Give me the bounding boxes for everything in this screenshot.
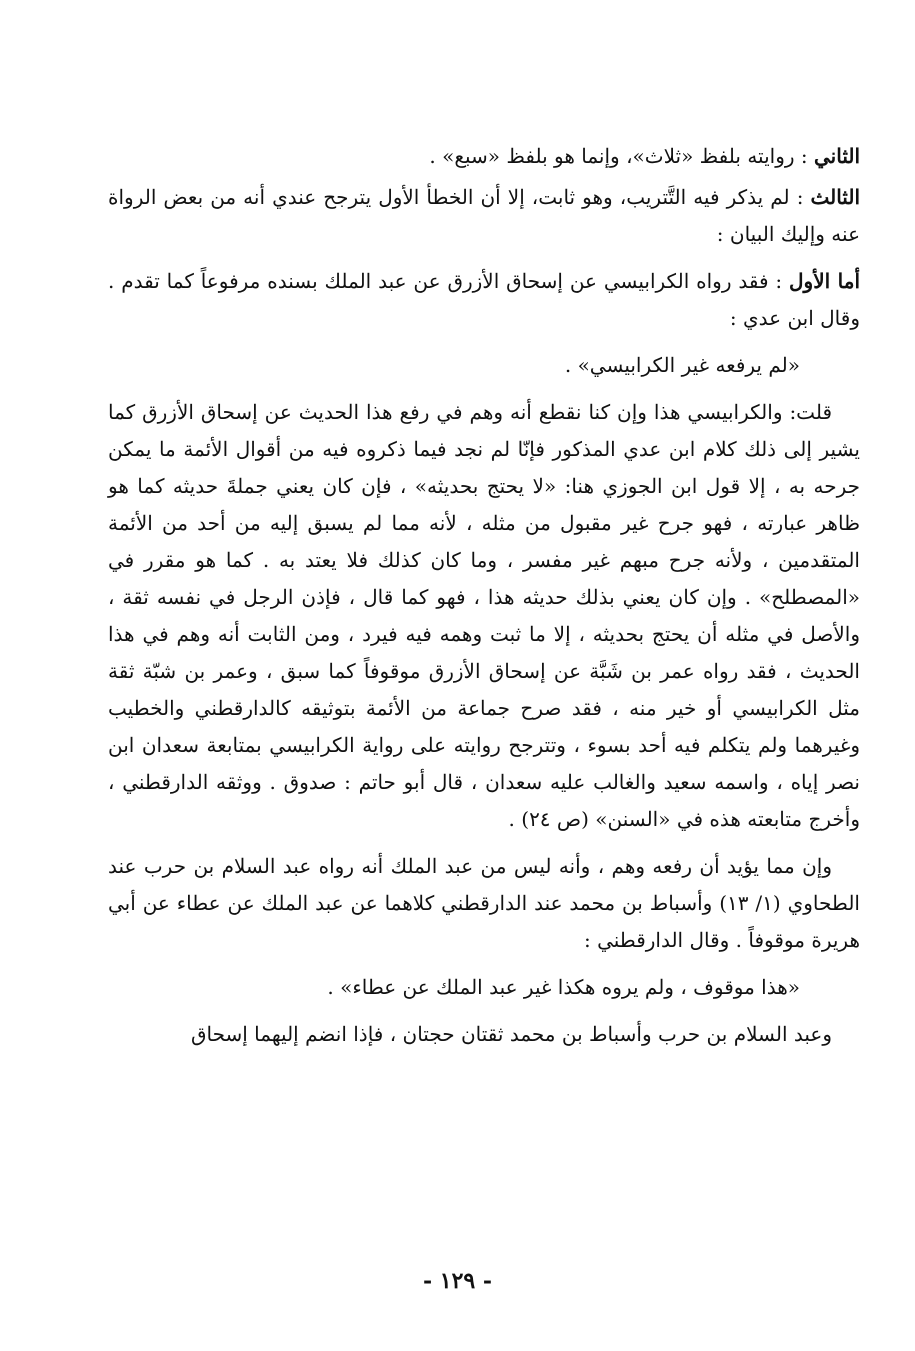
- paragraph-text: وإن مما يؤيد أن رفعه وهم ، وأنه ليس من عبد الملك أنه رواه عبد السلام بن حرب عند الطحاوي (١/ ١٣) وأسباط بن محمد عند الدارقطني كلاهما عن عبد الملك عن عطاء عن أبي هريرة موقوفاً . وقال الدارقطني :: [108, 854, 860, 952]
- paragraph-main-argument: [108, 394, 860, 838]
- point-label: الثاني: [813, 144, 860, 168]
- quote-text: «هذا موقوف ، ولم يروه هكذا غير عبد الملك عن عطاء» .: [327, 975, 800, 999]
- paragraph-conclusion: [108, 1016, 860, 1053]
- point-label: أما الأول: [789, 269, 861, 293]
- paragraph-third-point: [108, 179, 860, 253]
- paragraph-supporting-evidence: [108, 848, 860, 959]
- point-label: الثالث: [810, 185, 860, 209]
- paragraph-text: : روايته بلفظ «ثلاث»، وإنما هو بلفظ «سبع» .: [429, 144, 808, 168]
- paragraph-first-discussion: [108, 263, 860, 337]
- quote-daraqutni: [108, 969, 860, 1006]
- page-number: - ١٢٩ -: [422, 1268, 493, 1294]
- paragraph-text: وعبد السلام بن حرب وأسباط بن محمد ثقتان حجتان ، فإذا انضم إليهما إسحاق: [190, 1022, 832, 1046]
- paragraph-text: قلت: والكرابيسي هذا وإن كنا نقطع أنه وهم في رفع هذا الحديث عن إسحاق الأزرق كما يشير إلى ذلك كلام ابن عدي المذكور فإنّا لم نجد فيما ذكروه فيه من أقوال الأئمة ما يمكن جرحه به ، إلا قول ابن الجوزي هنا: «لا يحتج بحديثه» ، فإن كان يعني جملةَ حديثه كما هو ظاهر عبارته ، فهو جرح غير مقبول من مثله ، لأنه مما لم يسبق إليه من أحد من الأئمة المتقدمين ، ولأنه جرح مبهم غير مفسر ، وما كان كذلك فلا يعتد به . كما هو مقرر في «المصطلح» . وإن كان يعني بذلك حديثه هذا ، فهو كما قال ، فإذن الرجل في نفسه ثقة ، والأصل في مثله أن يحتج بحديثه ، إلا ما ثبت وهمه فيه فيرد ، ومن الثابت أنه وهم في هذا الحديث ، فقد رواه عمر بن شَبَّة عن إسحاق الأزرق موقوفاً كما سبق ، وعمر بن شبّة ثقة مثل الكرابيسي أو خير منه ، فقد صرح جماعة من الأئمة بتوثيقه كالدارقطني والخطيب وغيرهما ولم يتكلم فيه أحد بسوء ، وتترجح روايته على رواية الكرابيسي بمتابعة سعدان ابن نصر إياه ، واسمه سعيد والغالب عليه سعدان ، قال أبو حاتم : صدوق . ووثقه الدارقطني ، وأخرج متابعته هذه في «السنن» (ص ٢٤) .: [108, 400, 860, 831]
- page-body: [108, 138, 860, 1063]
- paragraph-text: : لم يذكر فيه التَّتريب، وهو ثابت، إلا أن الخطأ الأول يترجح عندي أنه من بعض الرواة عنه وإليك البيان :: [108, 185, 860, 246]
- paragraph-text: : فقد رواه الكرابيسي عن إسحاق الأزرق عن عبد الملك بسنده مرفوعاً كما تقدم . وقال ابن عدي :: [108, 269, 860, 330]
- paragraph-second-point: [108, 138, 860, 175]
- quote-text: «لم يرفعه غير الكرابيسي» .: [564, 353, 800, 377]
- quote-ibn-adi: [108, 347, 860, 384]
